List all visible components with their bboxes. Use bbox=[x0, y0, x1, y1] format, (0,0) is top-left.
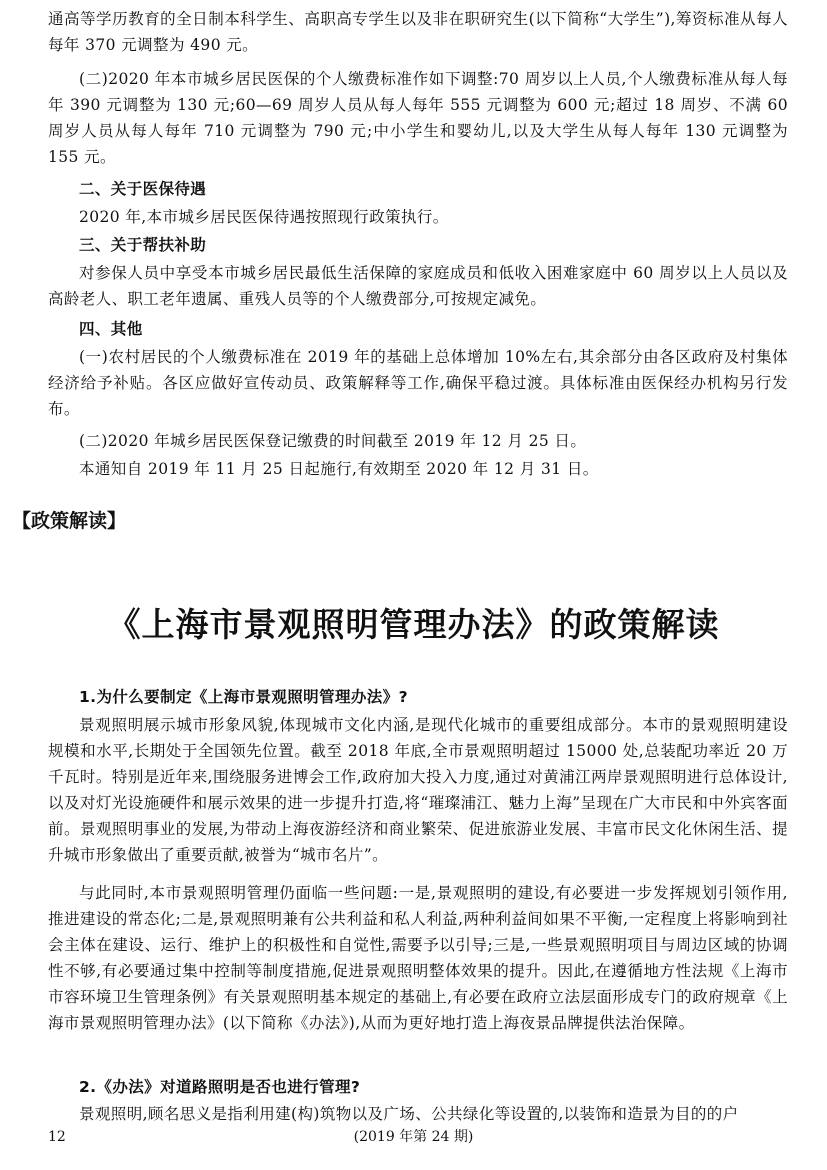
paragraph-effective-date: 本通知自 2019 年 11 月 25 日起施行,有效期至 2020 年 12 月 31 日。 bbox=[79, 460, 599, 478]
paragraph-rural-residents: (一)农村居民的个人缴费标准在 2019 年的基础上总体增加 10%左右,其余部分由各区政府及村集体经济给予补贴。各区应做好宣传动员、政策解释等工作,确保平稳过渡。具体标准由医保经办机构另行发布。 bbox=[48, 348, 788, 418]
question-2: 2.《办法》对道路照明是否也进行管理? bbox=[79, 1078, 361, 1096]
page-number: 12 bbox=[48, 1129, 66, 1145]
paragraph-q2-intro: 景观照明,顾名思义是指利用建(构)筑物以及广场、公共绿化等设置的,以装饰和造景为目的的户 bbox=[79, 1105, 739, 1123]
heading-assistance: 三、关于帮扶补助 bbox=[79, 235, 207, 254]
section-tag: 【政策解读】 bbox=[12, 510, 127, 532]
paragraph-registration-deadline: (二)2020 年城乡居民医保登记缴费的时间截至 2019 年 12 月 25 日。 bbox=[79, 432, 587, 450]
paragraph-2020-contribution: (二)2020 年本市城乡居民医保的个人缴费标准作如下调整:70 周岁以上人员,个人缴费标准从每人每年 390 元调整为 130 元;60—69 周岁人员从每人每年 555 元调整为 600 元;超过 18 周岁、不满 60 周岁人员从每人每年 710 元调整为 790 元;中小学生和婴幼儿,以及大学生从每人每年 130 元调整为 155 元。 bbox=[48, 70, 788, 166]
document-title: 《上海市景观照明管理办法》的政策解读 bbox=[107, 605, 720, 644]
paragraph-q1-background: 景观照明展示城市形象风貌,体现城市文化内涵,是现代化城市的重要组成部分。本市的景观照明建设规模和水平,长期处于全国领先位置。截至 2018 年底,全市景观照明超过 15000 处,总装配功率近 20 万千瓦时。特别是近年来,围绕服务进博会工作,政府加大投入力度,通过对黄浦江两岸景观照明进行总体设计,以及对灯光设施硬件和展示效果的进一步提升打造,将“璀璨浦江、魅力上海”呈现在广大市民和中外宾客面前。景观照明事业的发展,为带动上海夜游经济和商业繁荣、促进旅游业发展、丰富市民文化休闲生活、提升城市形象做出了重要贡献,被誉为“城市名片”。 bbox=[48, 716, 788, 864]
paragraph-student-standard: 通高等学历教育的全日制本科学生、高职高专学生以及非在职研究生(以下简称“大学生”),筹资标准从每人每年 370 元调整为 490 元。 bbox=[48, 10, 788, 54]
paragraph-assistance: 对参保人员中享受本市城乡居民最低生活保障的家庭成员和低收入困难家庭中 60 周岁以上人员以及高龄老人、职工老年遗属、重残人员等的个人缴费部分,可按规定减免。 bbox=[48, 264, 788, 308]
paragraph-q1-problems: 与此同时,本市景观照明管理仍面临一些问题:一是,景观照明的建设,有必要进一步发挥规划引领作用,推进建设的常态化;二是,景观照明兼有公共利益和私人利益,两种利益间如果不平衡,一定程度上将影响到社会主体在建设、运行、维护上的积极性和自觉性,需要予以引导;三是,一些景观照明项目与周边区域的协调性不够,有必要通过集中控制等制度措施,促进景观照明整体效果的提升。因此,在遵循地方性法规《上海市市容环境卫生管理条例》有关景观照明基本规定的基础上,有必要在政府立法层面形成专门的政府规章《上海市景观照明管理办法》(以下简称《办法》),从而为更好地打造上海夜景品牌提供法治保障。 bbox=[48, 884, 788, 1032]
question-1: 1.为什么要制定《上海市景观照明管理办法》? bbox=[79, 688, 408, 706]
heading-other: 四、其他 bbox=[79, 319, 143, 338]
issue-label: (2019 年第 24 期) bbox=[353, 1129, 474, 1145]
heading-medical-treatment: 二、关于医保待遇 bbox=[79, 179, 207, 198]
paragraph-treatment: 2020 年,本市城乡居民医保待遇按照现行政策执行。 bbox=[79, 208, 449, 226]
